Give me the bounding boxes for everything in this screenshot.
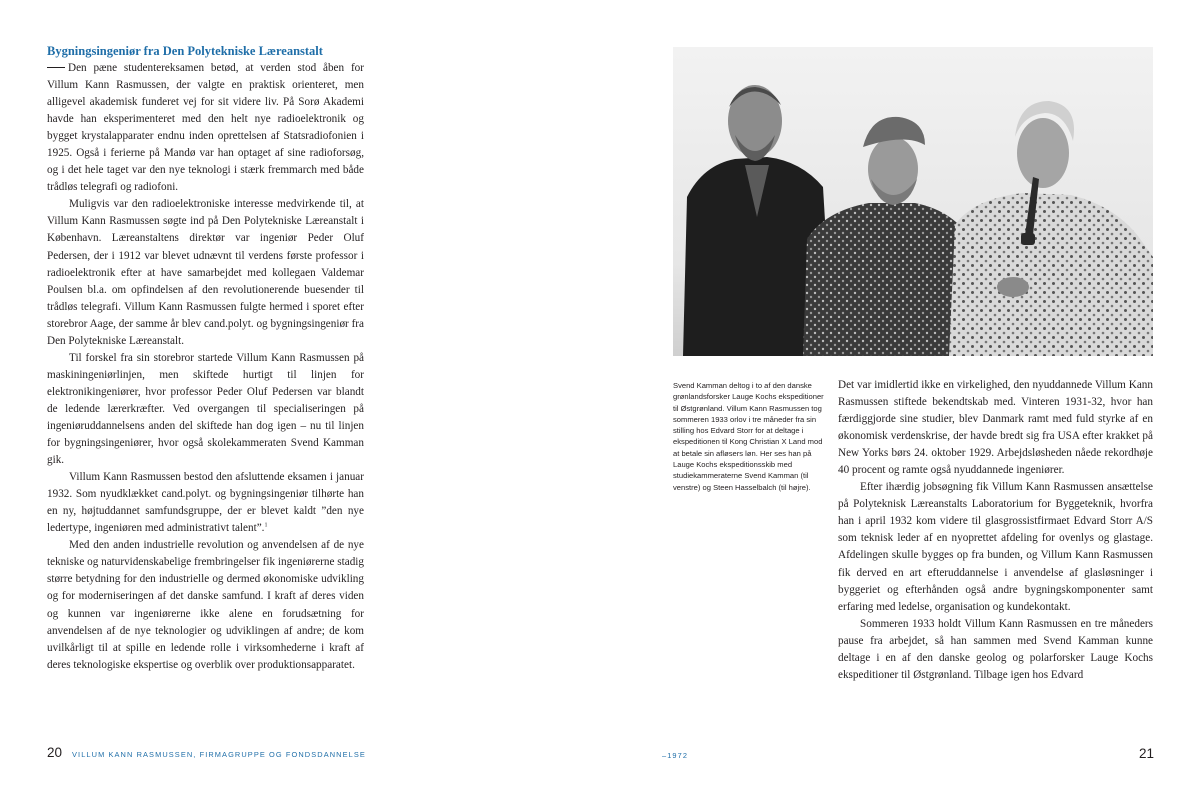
- running-head-left: VILLUM KANN RASMUSSEN, FIRMAGRUPPE OG FONDSDANNELSE: [72, 750, 366, 759]
- page-number-left: 20: [47, 745, 63, 760]
- photo-illustration: [673, 47, 1153, 356]
- em-dash-rule: [47, 67, 65, 68]
- right-footer-folio: [1139, 745, 1154, 761]
- paragraph-1: Den pæne studentereksamen betød, at verden stod åben for Villum Kann Rasmussen, der valgte en praktisk orienteret, men alligevel akademisk funderet vej for sit videre liv. På Sorø Akademi havde han eksperimenteret med den helt nye radioelektronik og bygget krystalapparater endnu inden oprettelsen af Statsradiofonien i 1925. Også i ferierne på Mandø var han optaget af sine radioforsøg, og i det hele taget var den nye teknologi i stærk fremmarch med både trådløs telegrafi og radiofoni.: [47, 62, 364, 194]
- left-footer: [47, 745, 366, 761]
- expedition-photo: [673, 47, 1153, 356]
- page-number-right: 21: [1138, 746, 1154, 761]
- photo-caption: Svend Kamman deltog i to af den danske grønlandsforsker Lauge Kochs ekspeditioner til Østgrønland. Villum Kann Rasmussen tog sommeren 1933 orlov i tre måneder fra sin stilling hos Edvard Storr for at deltage i ekspeditionen til Kong Christian X Land mod at betale sin afløsers løn. Her ses han på Lauge Kochs ekspeditionsskib med studiekammeraterne Svend Kamman (til venstre) og Steen Hasselbalch (til højre).: [673, 381, 824, 492]
- paragraph-3: Til forskel fra sin storebror startede Villum Kann Rasmussen på maskiningeniørlinjen, men skiftede hurtigt til linjen for elektronikingeniører, hvor professor Peder Oluf Pedersen var blandt de ledende lærerkræfter. Ved overgangen til specialiseringen på ingeniøruddannelsens anden del skiftede han dog igen – nu til linjen for bygningsingeniører, hvor også skolekammeraten Svend Kamman gik.: [47, 351, 364, 467]
- paragraph-8: Sommeren 1933 holdt Villum Kann Rasmussen en tre måneders pause fra arbejdet, så han sammen med Svend Kamman kunne deltage i en af den danske geolog og polarforsker Lauge Kochs ekspeditioner til Østgrønland. Tilbage igen hos Edvard: [838, 617, 1153, 681]
- left-page: [0, 0, 600, 806]
- paragraph-7: Efter ihærdig jobsøgning fik Villum Kann Rasmussen ansættelse på Polyteknisk Læreanstalts Laboratorium for Byggeteknik, hvorfra han i april 1932 kom videre til glasgrossistfirmaet Edvard Storr A/S som teknisk leder af en nyoprettet afdeling for ovenlys og glastage. Afdelingen skulle bygges op fra bunden, og Villum Kann Rasmussen fik derved en art efteruddannelse i anvendelse af glasløsninger i byggeriet og efterhånden også andre bygningskomponenter samt erfaring med ledelse, organisation og kundekontakt.: [838, 481, 1153, 613]
- paragraph-2: Muligvis var den radioelektroniske interesse medvirkende til, at Villum Kann Rasmussen søgte ind på Den Polytekniske Læreanstalt i København. Læreanstaltens direktør var ingeniør Peder Oluf Pedersen, der i 1912 var blevet udnævnt til verdens første professor i radioelektronik efter at have samarbejdet med kollegaen Valdemar Poulsen bl.a. om opfindelsen af den revolutionerende buesender til trådløs telegrafi. Villum Kann Rasmussen fulgte hermed i sporet efter storebror Aage, der samme år blev cand.polyt. og bygningsingeniør fra Den Polytekniske Læreanstalt.: [47, 198, 364, 347]
- right-page: [601, 0, 1201, 806]
- paragraph-6: Det var imidlertid ikke en virkelighed, den nyuddannede Villum Kann Rasmussen stiftede bekendtskab med. Vinteren 1931-32, hvor han færdiggjorde sine studier, blev Danmark ramt med fuld styrke af en økonomisk verdenskrise, der havde bredt sig fra USA efter krakket på New Yorks børs 24. oktober 1929. Arbejdsløsheden nåede rekordhøje 40 procent og ramte også nyuddannede ingeniører.: [838, 379, 1153, 477]
- paragraph-5: Med den anden industrielle revolution og anvendelsen af de nye tekniske og naturvidenskabelige frembringelser fik ingeniørerne stadig større betydning for den industrielle og dermed økonomiske udvikling og for moderniseringen af det danske samfund. I kraft af deres viden og kunnen var ingeniørerne ikke alene en forudsætning for anvendelsen af de nye teknologier og udviklingen af andre; de kom uvilkårligt til at spille en ledende rolle i virksomhederne i kraft af deres teknologiske ekspertise og overblik over produktionsapparatet.: [47, 539, 364, 671]
- running-head-right: –1972: [662, 751, 689, 760]
- left-text-column: [47, 60, 364, 674]
- right-text-column: [838, 377, 1153, 684]
- footnote-marker[interactable]: 1: [264, 522, 268, 529]
- paragraph-4: Villum Kann Rasmussen bestod den afsluttende eksamen i januar 1932. Som nyudklækket cand.polyt. og bygningsingeniør tilhørte han en ny, højtuddannet samfundsgruppe, der er blevet kaldt ”den nye ledertype, ingeniøren med administrativt talent”.$^1$: [47, 471, 364, 535]
- right-footer-running: [662, 745, 688, 761]
- section-heading: Bygningsingeniør fra Den Polytekniske Læreanstalt: [47, 44, 323, 58]
